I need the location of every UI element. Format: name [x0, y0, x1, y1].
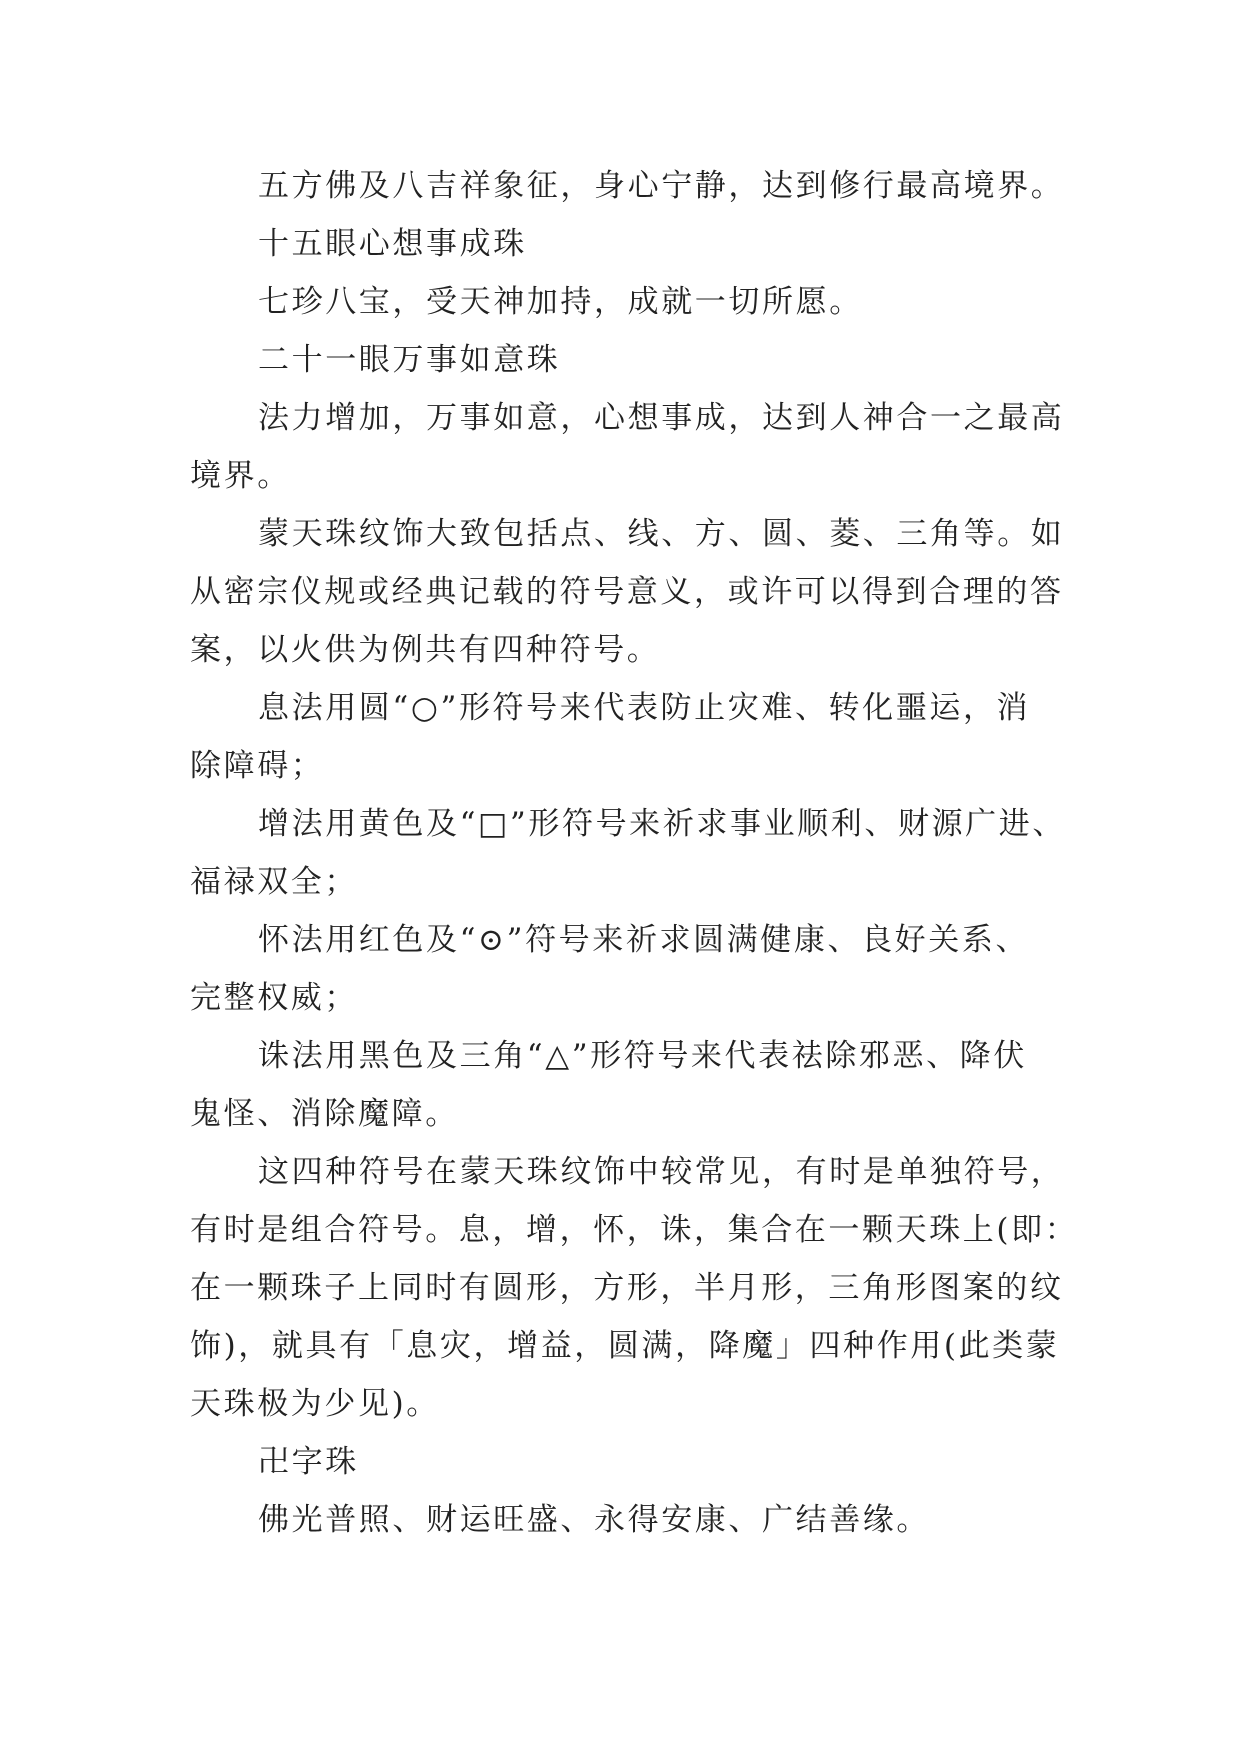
- section-heading: 卍字珠: [258, 1444, 359, 1480]
- text-line: 除障碍；: [190, 748, 325, 784]
- text-line: 案，以火供为例共有四种符号。: [190, 632, 661, 668]
- text-line: 佛光普照、财运旺盛、永得安康、广结善缘。: [258, 1502, 930, 1538]
- text-line: 鬼怪、消除魔障。: [190, 1096, 459, 1132]
- text-line: 增法用黄色及“□”形符号来祈求事业顺利、财源广进、: [258, 806, 1066, 842]
- text-line: 息法用圆“○”形符号来代表防止灾难、转化噩运，消: [258, 690, 1031, 726]
- text-line: 五方佛及八吉祥象征，身心宁静，达到修行最高境界。: [258, 168, 1065, 204]
- text-line: 法力增加，万事如意，心想事成，达到人神合一之最高: [258, 400, 1065, 436]
- text-line: 七珍八宝，受天神加持，成就一切所愿。: [258, 284, 863, 320]
- text-line: 天珠极为少见)。: [190, 1386, 440, 1422]
- section-heading: 十五眼心想事成珠: [258, 226, 527, 262]
- text-line: 福禄双全；: [190, 864, 358, 900]
- text-line: 这四种符号在蒙天珠纹饰中较常见，有时是单独符号，: [258, 1154, 1065, 1190]
- text-line: 有时是组合符号。息，增，怀，诛，集合在一颗天珠上(即：: [190, 1212, 1079, 1248]
- text-line: 完整权威；: [190, 980, 358, 1016]
- text-line: 境界。: [190, 458, 291, 494]
- text-line: 怀法用红色及“⊙”符号来祈求圆满健康、良好关系、: [258, 922, 1030, 958]
- text-line: 饰)，就具有「息灾，增益，圆满，降魔」四种作用(此类蒙: [190, 1328, 1060, 1364]
- text-line: 从密宗仪规或经典记载的符号意义，或许可以得到合理的答: [190, 574, 1064, 610]
- section-heading: 二十一眼万事如意珠: [258, 342, 561, 378]
- text-line: 蒙天珠纹饰大致包括点、线、方、圆、菱、三角等。如: [258, 516, 1065, 552]
- text-line: 诛法用黑色及三角“△”形符号来代表祛除邪恶、降伏: [258, 1038, 1027, 1074]
- text-line: 在一颗珠子上同时有圆形，方形，半月形，三角形图案的纹: [190, 1270, 1064, 1306]
